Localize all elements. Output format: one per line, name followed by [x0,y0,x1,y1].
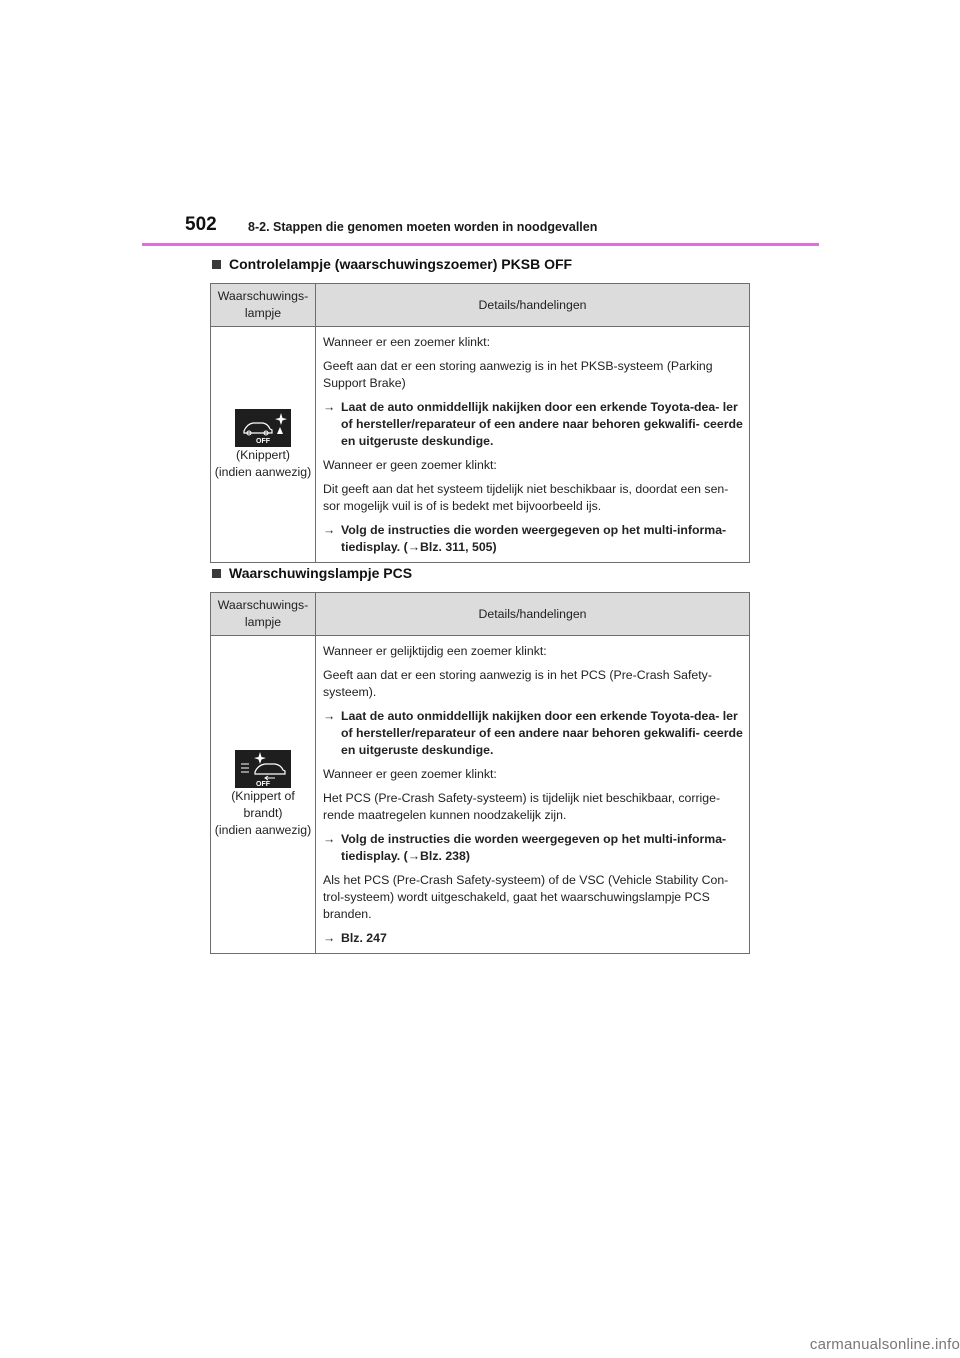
page-number: 502 [185,214,217,235]
lamp-caption: (Knippert of brandt) (indien aanwezig) [214,789,312,837]
details-line: Geeft aan dat er een storing aanwezig is in het PCS (Pre-Crash Safety-systeem). [323,668,712,699]
details-line: Dit geeft aan dat het systeem tijdelijk niet beschikbaar is, doordat een sen- sor mogelijk vuil is of is bedekt met bijvoorbeeld ijs. [323,482,729,513]
running-head: 8-2. Stappen die genomen moeten worden in noodgevallen [248,220,598,234]
action-line: → Volg de instructies die worden weergegeven op het multi-informa- tiedisplay. (→Blz. 311, 505) [323,523,727,554]
details-line: Wanneer er geen zoemer klinkt: [323,458,497,472]
pksb-off-warning-icon [235,409,291,447]
section-heading-text: Controlelampje (waarschuwingszoemer) PKSB OFF [229,256,573,272]
section-heading-pksb [210,256,572,272]
table-row [211,327,750,563]
table-header-row [211,593,750,636]
section-heading-text: Waarschuwingslampje PCS [229,565,413,581]
details-cell [316,636,750,954]
col-header-details: Details/handelingen [316,593,750,636]
header-rule [142,243,819,246]
table-header-row [211,284,750,327]
arrow-icon: → [323,832,336,846]
lamp-caption: (Knippert) (indien aanwezig) [214,447,312,479]
section-heading-pcs [210,565,412,581]
details-line: Geeft aan dat er een storing aanwezig is in het PKSB-systeem (Parking Support Brake) [323,359,713,390]
details-cell [316,327,750,563]
action-line: → Volg de instructies die worden weergegeven op het multi-informa- tiedisplay. (→Blz. 238) [323,832,727,863]
lamp-icon-text: OFF [256,437,270,445]
action-line: → Blz. 247 [323,931,387,945]
arrow-icon: → [323,709,336,723]
details-line: Als het PCS (Pre-Crash Safety-systeem) of de VSC (Vehicle Stability Con- trol-systeem) wordt uitgeschakeld, gaat het waarschuwingslampje PCS branden. [323,873,729,921]
square-bullet-icon [212,569,221,578]
arrow-icon: → [323,400,336,414]
details-line: Het PCS (Pre-Crash Safety-systeem) is tijdelijk niet beschikbaar, corrige- rende maatregelen kunnen noodzakelijk zijn. [323,791,721,822]
action-line: → Laat de auto onmiddellijk nakijken door een erkende Toyota-dea- ler of hersteller/reparateur of een andere naar behoren gekwalifi- ceerde en uitgeruste deskundige. [323,709,743,757]
warning-table-pksb [210,283,750,563]
arrow-icon: → [323,523,336,537]
col-header-details: Details/handelingen [316,284,750,327]
action-line: → Laat de auto onmiddellijk nakijken door een erkende Toyota-dea- ler of hersteller/reparateur of een andere naar behoren gekwalifi- ceerde en uitgeruste deskundige. [323,400,743,448]
watermark-logo: carmanualsonline.info [809,1336,960,1353]
lamp-cell [211,327,316,563]
col-header-lamp: Waarschuwings- lampje [211,593,316,636]
arrow-icon: → [323,931,336,945]
col-header-lamp: Waarschuwings- lampje [211,284,316,327]
pcs-warning-icon [235,750,291,788]
lamp-icon-text: OFF [256,781,270,788]
lamp-cell [211,636,316,954]
details-line: Wanneer er gelijktijdig een zoemer klinkt: [323,644,547,658]
warning-table-pcs [210,592,750,954]
details-line: Wanneer er geen zoemer klinkt: [323,767,497,781]
square-bullet-icon [212,260,221,269]
details-line: Wanneer er een zoemer klinkt: [323,335,490,349]
table-row [211,636,750,954]
